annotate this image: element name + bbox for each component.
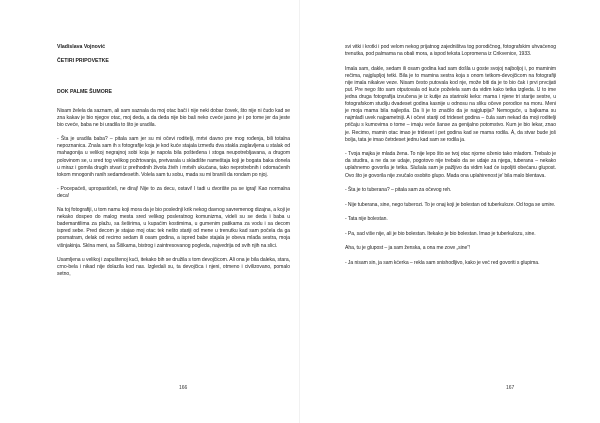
author-name: Vladislava Vojnović <box>57 44 106 50</box>
paragraph: - Ja nisam sin, ja sam kćerka – rekla sam snishodljivo, kako je već red govoriti s glupima. <box>345 260 540 267</box>
paragraph: - Šta je to tuberana? – pitala sam za očevog reh. <box>345 187 452 194</box>
paragraph: svi vitki i krotki i pod velom nekog prijatnog zajedništva tog porodičnog, fotografskim uhvaćenog trenutka, pod palmama na obali mora, a ispod teksta Lopromena iz Crikvenice, 1933. <box>345 44 556 58</box>
paragraph: Imala sam, dakle, sedam ili osam godina kad sam došla u goste svojoj najboljoj i, po maminim rečima, najglupljoj tetki. Bila je to mamina sestra koja s onom tetkom-devojčicom na fotografiji nije imala nikakve veze. Nisam često putovala kod nje, može biti da je to bio čak i prvi prvcijati put. Pre nego što sam otputovala od kuće poželela sam da vidim kako tetka izgleda. U to ime jedna druga fotografija izvučena je iz kutije za starinski keks: mama i njene tri starije sestre, u fotografskom studiju dvadeset godina kasnije u odnosu na sliku očeve porodice na moru. Meni je moja mama bila najlepša. Da li je to značilo da je najglupija? Nemoguće, u bajkama su najmlađi uvek najpametniji. A i očevi stariji od trideset godina – čula sam nekad da moji roditelji pričaju s kumovima o tome – imaju veće šanse za genijalno potomstvo. Kum je bio lekar, znao je. Recimo, mamin otac imao je trideset i pet godina kad se mama rodila. Á, da stvar bude još bolja, tata je imao četrdeset jednu kad sam se rodila ja. <box>345 65 556 143</box>
paragraph: Aha, tu je glupost – ja sam ženska, a ona me zove „sine“! <box>345 245 471 252</box>
book-title: ČETIRI PRIPOVETKE <box>57 58 109 64</box>
paragraph: - Pocepaćeš, upropastićeš, ne diraj! Nije to za decu, ostavi! I tadi u dvorište pa se igraj! Kao normalna deca! <box>57 185 290 199</box>
paragraph: Usamljena u velikoj i zapuštenoj kući, itekako bih se družila s tom devojčicom. Ali ona je bila daleka, stara, crno-bela i nikad nije dolazila kod nas. Izgledali su, ta devojčica i njeni, otmeno i civilizovano, pomalo setno, <box>57 256 290 277</box>
paragraph: - Pa, sad više nije, ali je bio bolestan. Itekako je bio bolestan. Imao je tuberkulozu, sine. <box>345 230 536 237</box>
paragraph: - Nije tuberana, sine, nego tuberozi. To je onaj koji je bolestan od tuberkuloze. Od toga se umire. <box>345 201 556 208</box>
paragraph: - Tata nije bolestan. <box>345 216 388 223</box>
paragraph: Nisam želela da saznam, ali sam saznala da moj otac bači i nije neki dobar čovek, što nije ni čudo kad se zna kakav je bio njegov otac, moj deda, a da deda nije bio baš neko cveće jasno je i po tome jer da jeste bio cveće, baba ne bi uradila to što je uradila. <box>57 108 290 129</box>
page-number-left: 166 <box>179 385 188 391</box>
paragraph: Na toj fotografiji, u tom namu koji mora da je bio poslednji krik nekog davnog savremenog dizajna, a koji je nekako dospeo do malog mesta sred velikog posleratnog komunizma, videli su se deda i baba u bademantilima za plažu, sa šeširima, u kupaćim kostimima, u gumenim patikama za vodu i sa decom ispred sebe. Pred decom je stajao moj otac tek nešto stariji od mene u trenutku kad sam počela da ga posmatram, delak od recimo sedam ili osam godina, a ispred babe stajala je obeva mlađa sestra, moja višnjakinja. Sklna meni, sa Šiškama, bistrog i zaintresovanog pogleda, najvedrija od svih njih na slici. <box>57 207 290 249</box>
right-page <box>300 0 600 423</box>
paragraph: - Šta je uradila baba? – pitala sam jer su mi očevi roditelji, mrtvi davno pre mog rođenja, bili totalna nepoznanica. Znala sam ih s fotografije koja je kod kuće stajala između dva stakla zaglavljena u stalak od mahagonija u velikoj negrajnoj sobi koja je napola bila pošteđena i stoga neupotrebljavana, a drugom polovinom se, u sred tog velikog požrtovanja, pretvarala u skladište nameštaja koji je bogata baka donela u miraz i gomila drugih stvari iz prethodnih života živih i mrtvih ukućana, tako neprotrebnih i odomaćenih tokom mnogonih ranih sedamdesetih. Volela sam tu sobu, mada su mi branili da rondam po njoj. <box>57 136 290 178</box>
paragraph: - Tvoja majka je mlada žena. To nije lepo što se tvoj otac njome oženio tako mladom. Trebalo je da studira, a ne da se udaje, pogotovo nije trebalo da se udaje za njega, tuberana – nekako uplahnemo govorila je tetka. Slušala sam je pažljivo da vidim kad će ispoljiti obećanu glupost. Ovo što je govorila nije zvučalo osobito glupo. Mada ona uplahirenost je’ bila malo blentava. <box>345 151 556 179</box>
chapter-title: DOK PALME ŠUMORE <box>57 89 112 95</box>
page-number-right: 167 <box>506 385 515 391</box>
